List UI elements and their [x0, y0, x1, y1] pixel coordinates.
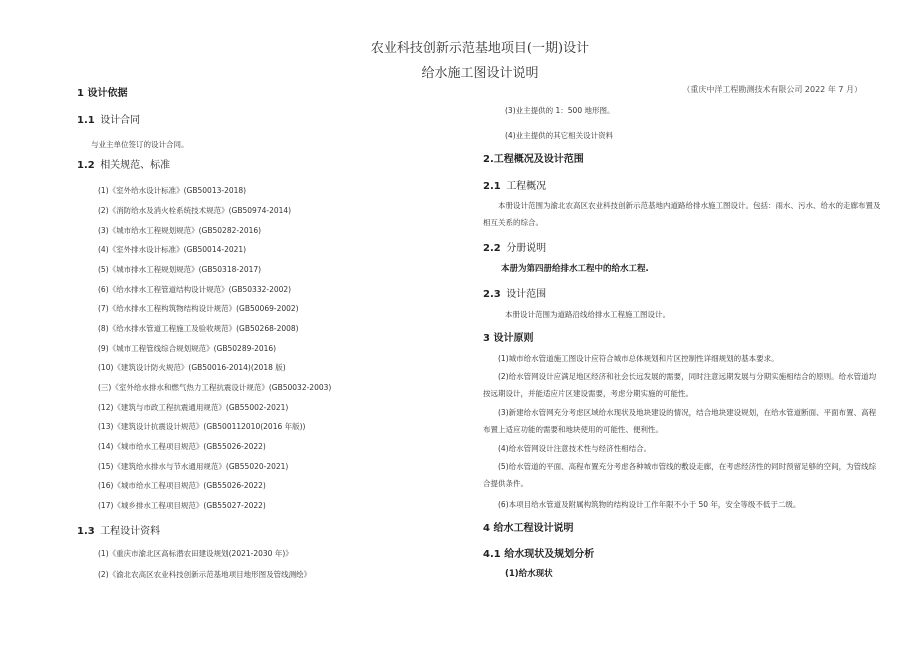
principle-2: (2)给水管网设计应满足地区经济和社会长远发展的需要，同时注意远期发展与分期实施相结合的原则。给水管道均按远期设计，并能适应片区建设需要，考虑分期实施的可能性。	[483, 372, 877, 398]
section-number: 1.1	[77, 115, 95, 126]
standard-item: (17)《城乡排水工程项目规范》(GB55027-2022)	[98, 501, 266, 510]
section-4-heading: 4 给水工程设计说明	[483, 523, 574, 534]
section-title: 设计合同	[100, 115, 141, 126]
section-number: 2.2	[483, 243, 501, 254]
section-1-1-heading	[77, 115, 140, 126]
principle-6: (6)本项目给水管道及附属构筑物的结构设计工作年限不小于 50 年，安全等级不低于二级。	[498, 500, 801, 509]
section-title: 相关规范、标准	[100, 160, 171, 171]
standard-item: (8)《给水排水管道工程施工及验收规范》(GB50268-2008)	[98, 324, 299, 333]
section-2-2-heading	[483, 243, 546, 254]
section-2-2-text: 本册为第四册给排水工程中的给水工程.	[501, 264, 649, 274]
standard-item: (1)《室外给水设计标准》(GB50013-2018)	[98, 186, 247, 195]
section-title: 工程概况	[506, 181, 547, 192]
standard-item: (2)《消防给水及消火栓系统技术规范》(GB50974-2014)	[98, 206, 292, 215]
section-2-3-text: 本册设计范围为道路沿线给排水工程施工图设计。	[505, 310, 670, 319]
material-item: (1)《重庆市渝北区高标潜农田建设规划(2021-2030 年)》	[98, 549, 293, 558]
material-item: (4)业主提供的其它相关设计资料	[505, 131, 614, 140]
standard-item: (12)《建筑与市政工程抗震通用规范》(GB55002-2021)	[98, 403, 289, 412]
standard-item: (3)《城市给水工程规划规范》(GB50282-2016)	[98, 226, 262, 235]
section-number: 1.3	[77, 526, 95, 537]
principle-1: (1)城市给水管道施工图设计应符合城市总体规划和片区控制性详细规划的基本要求。	[498, 354, 779, 363]
standard-item: (4)《室外排水设计标准》(GB50014-2021)	[98, 245, 247, 254]
standard-item: (三)《室外给水排水和燃气热力工程抗震设计规范》(GB50032-2003)	[98, 383, 332, 392]
standard-item: (5)《城市排水工程规划规范》(GB50318-2017)	[98, 265, 262, 274]
standard-item: (16)《城市给水工程项目规范》(GB55026-2022)	[98, 481, 266, 490]
section-title: 工程设计资料	[100, 526, 161, 537]
section-1-heading: 1 设计依据	[77, 88, 128, 99]
standard-item: (15)《建筑给水排水与节水通用规范》(GB55020-2021)	[98, 462, 289, 471]
standard-item: (7)《给水排水工程构筑物结构设计规范》(GB50069-2002)	[98, 304, 299, 313]
organization-date: （重庆中洋工程勘测技术有限公司 2022 年 7 月）	[682, 85, 862, 94]
section-1-1-text: 与业主单位签订的设计合同。	[91, 140, 189, 149]
section-1-2-heading	[77, 160, 170, 171]
standard-item: (13)《建筑设计抗震设计规范》(GB500112010(2016 年版))	[98, 422, 306, 431]
section-2-3-heading	[483, 289, 546, 300]
standard-item: (14)《城市给水工程项目规范》(GB55026-2022)	[98, 442, 266, 451]
document-title: 农业科技创新示范基地项目(一期)设计	[370, 41, 590, 56]
material-item: (3)业主提供的 1：500 地形图。	[505, 106, 615, 115]
standard-item: (6)《给水排水工程管道结构设计规范》(GB50332-2002)	[98, 285, 292, 294]
standard-item: (10)《建筑设计防火规范》(GB50016-2014)(2018 版)	[98, 363, 286, 372]
section-2-heading: 2.工程概况及设计范围	[483, 154, 584, 165]
section-2-1-heading	[483, 181, 546, 192]
section-title: 分册说明	[506, 243, 547, 254]
document-subtitle: 给水施工图设计说明	[421, 66, 539, 81]
section-number: 1.2	[77, 160, 95, 171]
section-number: 2.1	[483, 181, 501, 192]
section-3-heading: 3 设计原则	[483, 333, 534, 344]
section-1-3-heading	[77, 526, 160, 537]
section-4-1-heading: 4.1 给水现状及规划分析	[483, 549, 595, 560]
principle-3: (3)新建给水管网充分考虑区域给水现状及地块建设的情况，结合地块建设规划，在给水管道断面、平面布置、高程布置上适应功能的需要和地块使用的可能性、便利性。	[483, 408, 877, 434]
principle-5: (5)给水管道的平面、高程布置充分考虑各种城市管线的敷设走廊，在考虑经济性的同时预留足够的空间，为管线综合提供条件。	[483, 462, 877, 488]
section-2-1-text: 本册设计范围为渝北农高区农业科技创新示范基地内道路给排水施工图设计。包括：雨水、污水、给水的走廊布置及相互关系的综合。	[483, 201, 881, 227]
section-title: 设计范围	[506, 289, 547, 300]
material-item: (2)《渝北农高区农业科技创新示范基地项目地形图及管线测绘》	[98, 570, 312, 579]
principle-4: (4)给水管网设计注意技术性与经济性相结合。	[498, 444, 652, 453]
section-4-1-1-heading: (1)给水现状	[505, 569, 553, 579]
standard-item: (9)《城市工程管线综合规划规范》(GB50289-2016)	[98, 344, 277, 353]
section-number: 2.3	[483, 289, 501, 300]
